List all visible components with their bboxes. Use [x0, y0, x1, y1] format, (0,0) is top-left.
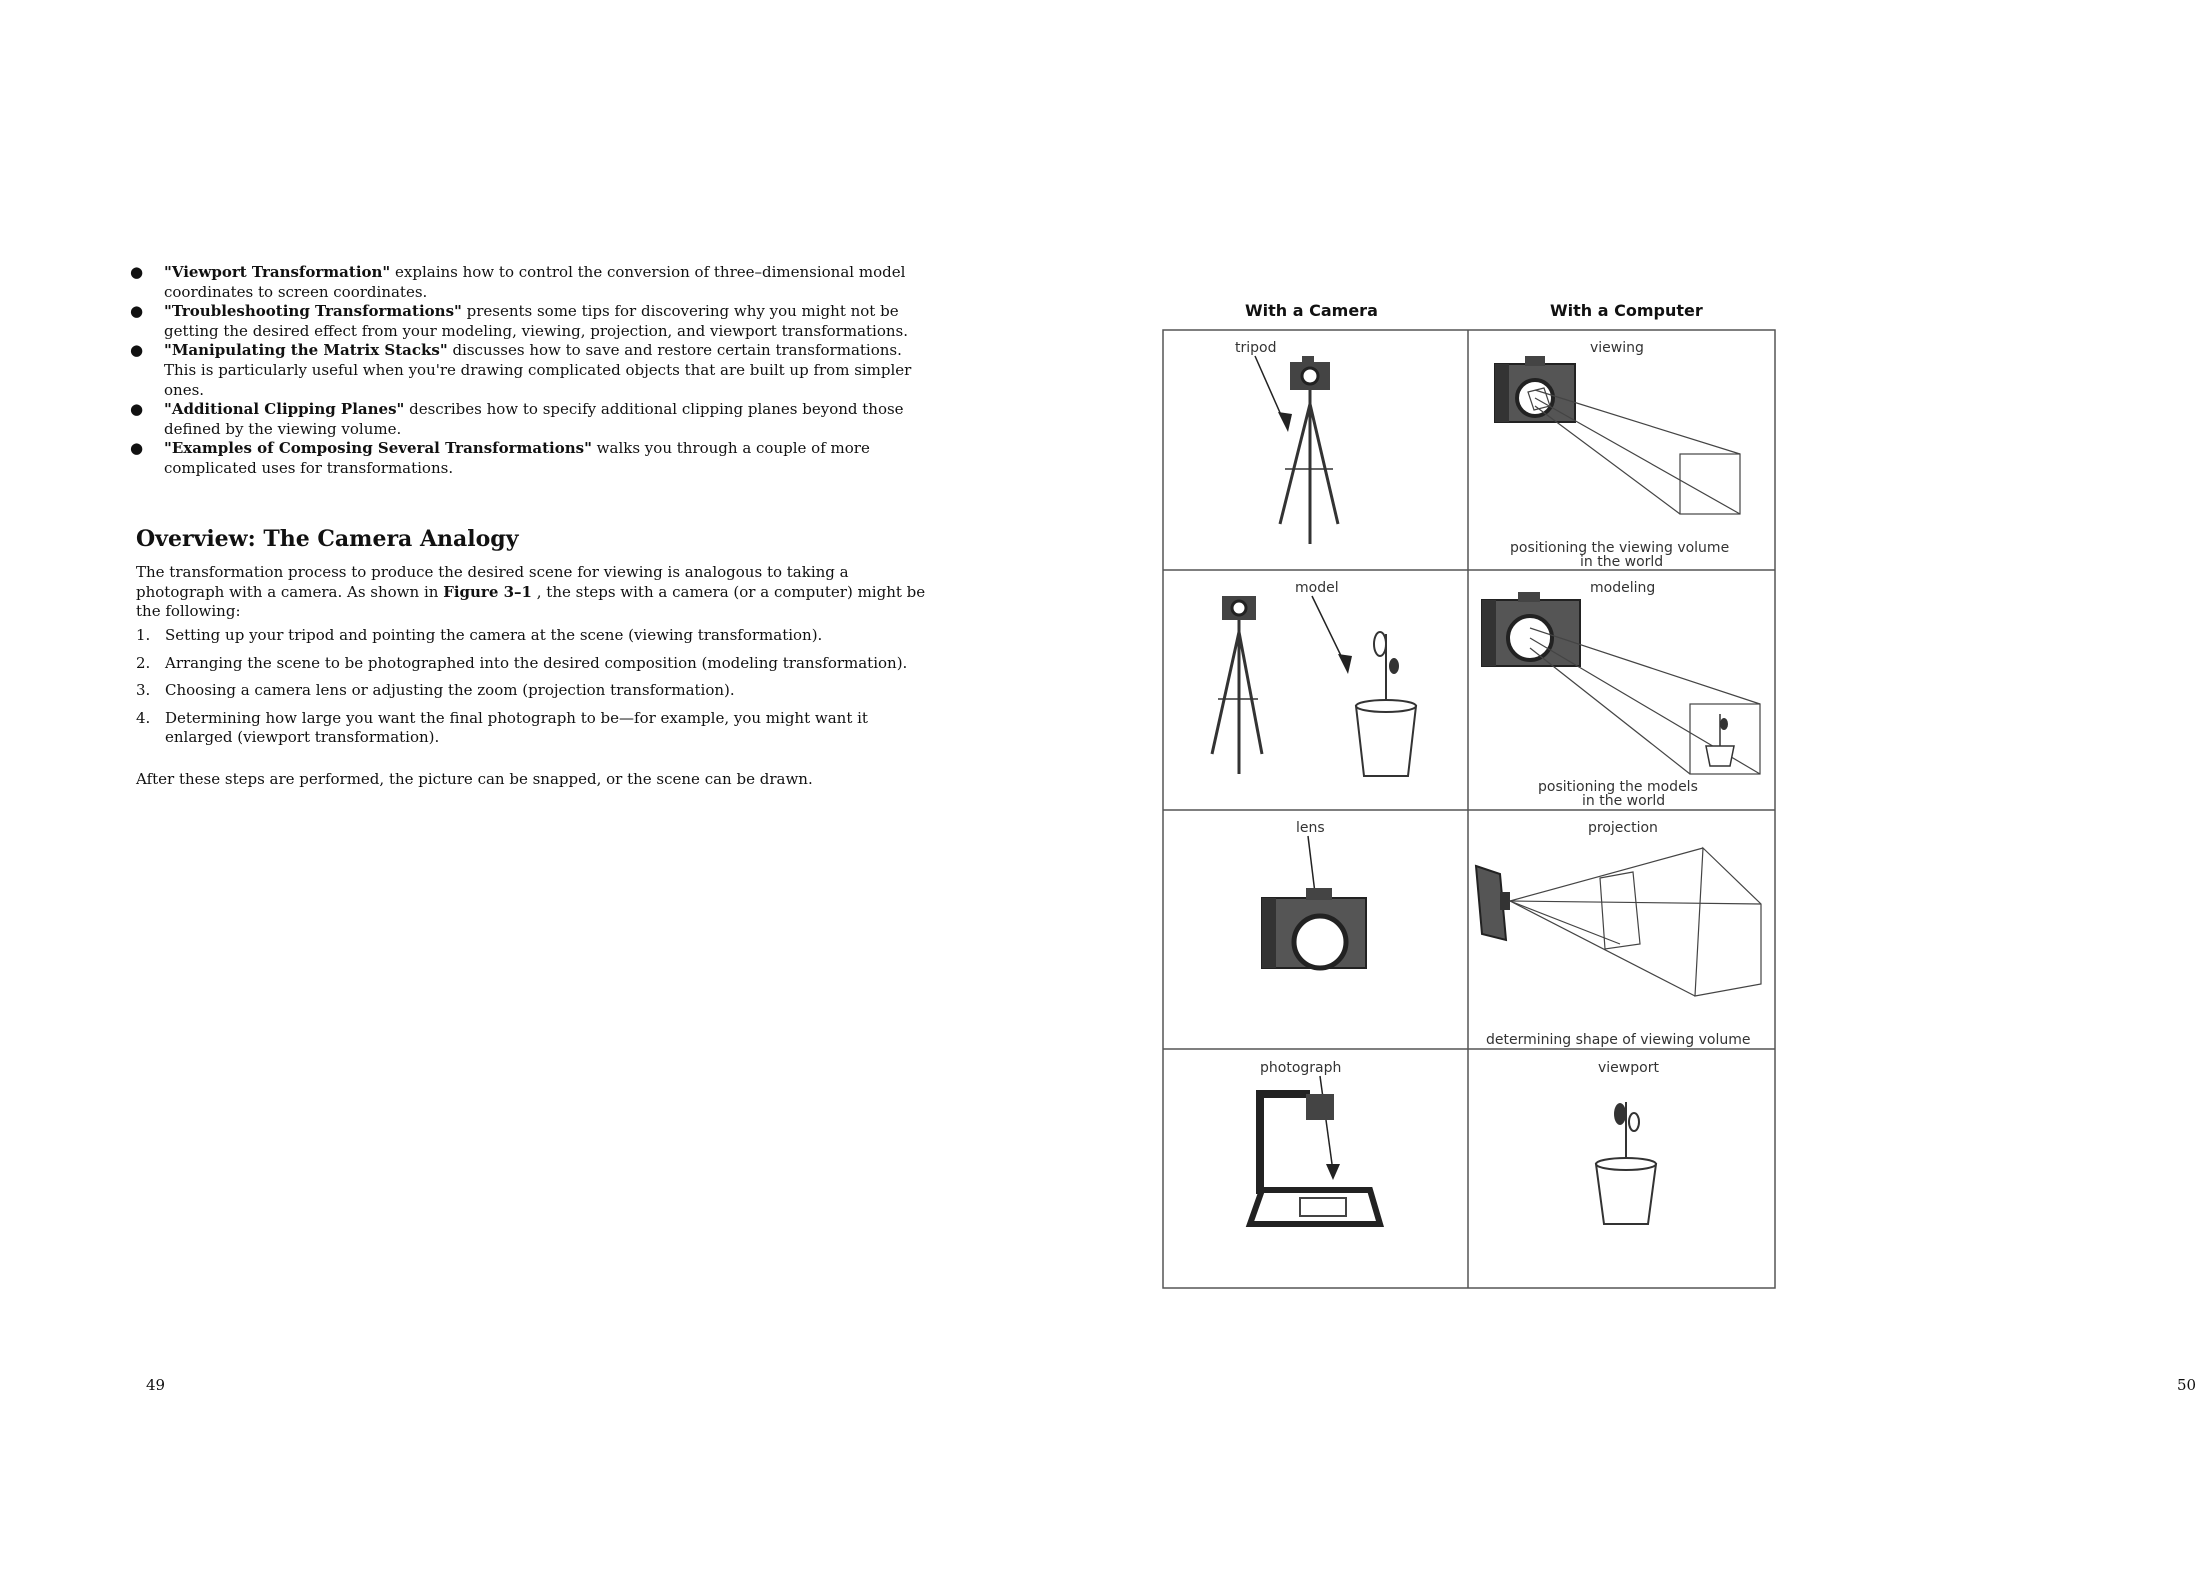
bullet-dot: ●: [130, 302, 144, 321]
link-examples-composing-transformations[interactable]: "Examples of Composing Several Transformations": [164, 439, 592, 458]
viewing-caption-line2: in the world: [1580, 554, 1664, 570]
column-header-camera: With a Camera: [1245, 301, 1378, 320]
modeling-label: modeling: [1590, 580, 1656, 596]
model-label: model: [1295, 580, 1339, 596]
bullet-dot: ●: [130, 263, 144, 281]
photograph-label: photograph: [1260, 1060, 1342, 1076]
bullet-dot: ●: [130, 439, 144, 458]
camera-analogy-figure: [1150, 294, 1770, 1284]
intro-text-before: The transformation process to produce the desired scene for viewing is analogous to taking a photograph with a camera. As shown in: [136, 563, 849, 601]
intro-text-after: , the steps with a camera (or a computer) might be the following:: [136, 582, 926, 621]
lens-label: lens: [1296, 820, 1325, 836]
closing-paragraph: After these steps are performed, the picture can be snapped, or the scene can be drawn.: [136, 770, 813, 788]
enlarger-icon: [1250, 1094, 1380, 1224]
section-heading: Overview: The Camera Analogy: [136, 526, 519, 552]
step-item: [136, 654, 936, 674]
step-text: Choosing a camera lens or adjusting the zoom (projection transformation).: [165, 681, 735, 700]
flower-pot-icon: [1356, 632, 1416, 776]
lens-camera-icon: [1262, 888, 1366, 968]
lens-panel: [1262, 820, 1366, 968]
figure-grid: [1163, 330, 1775, 1288]
figure-svg: [1150, 294, 1770, 1284]
small-camera-icon: [1222, 596, 1256, 620]
link-viewport-transformation[interactable]: "Viewport Transformation": [164, 263, 391, 281]
bullet-text: explains how to control the conversion of three–dimensional model coordinates to screen coordinates.: [164, 263, 906, 301]
bullet-item: [128, 302, 928, 341]
projection-camera-icon: [1476, 866, 1510, 940]
projection-frustum: [1510, 848, 1761, 996]
step-item: [136, 681, 936, 701]
bullet-item: [128, 400, 928, 439]
page-number: 50: [2177, 1376, 2196, 1394]
bullet-text: discusses how to save and restore certain transformations. This is particularly useful when you're drawing complicated objects that are built up from simpler ones.: [164, 341, 912, 399]
link-manipulating-matrix-stacks[interactable]: "Manipulating the Matrix Stacks": [164, 341, 448, 360]
figure-border: [1163, 330, 1775, 1288]
viewing-camera-icon: [1495, 356, 1575, 422]
viewing-panel: [1495, 340, 1740, 570]
viewing-caption-line1: positioning the viewing volume: [1510, 540, 1730, 556]
bullet-item: [128, 439, 928, 478]
modeling-caption-line1: positioning the models: [1538, 779, 1698, 795]
topic-bullet-list: [128, 263, 928, 479]
step-number: 2.: [136, 653, 151, 672]
left-page: [0, 0, 1024, 1582]
step-text: Arranging the scene to be photographed into the desired composition (modeling transformation).: [165, 653, 908, 672]
photograph-panel: [1250, 1060, 1380, 1224]
small-flower-pot-icon: [1706, 714, 1734, 766]
tripod-icon: [1280, 390, 1338, 544]
tripod-panel: [1235, 340, 1338, 544]
projection-panel: [1476, 820, 1761, 1048]
viewport-panel: [1596, 1060, 1659, 1224]
bullet-text: walks you through a couple of more complicated uses for transformations.: [164, 439, 870, 477]
modeling-camera-icon: [1482, 592, 1580, 666]
page-number: 49: [146, 1376, 166, 1394]
step-number: 4.: [136, 708, 151, 727]
step-number: 3.: [136, 681, 151, 700]
column-header-computer: With a Computer: [1550, 301, 1703, 320]
steps-list: [136, 626, 936, 756]
bullet-dot: ●: [130, 400, 144, 419]
viewport-label: viewport: [1598, 1060, 1659, 1076]
arrow-head-icon: [1278, 412, 1292, 432]
modeling-caption-line2: in the world: [1582, 793, 1666, 809]
bullet-dot: ●: [130, 341, 144, 360]
step-number: 1.: [136, 626, 151, 644]
tripod-camera-icon: [1290, 356, 1330, 390]
arrow-head-icon: [1338, 654, 1352, 674]
flower-pot-icon: [1596, 1102, 1656, 1224]
projection-caption: determining shape of viewing volume: [1486, 1032, 1751, 1048]
projection-label: projection: [1588, 820, 1658, 836]
model-pointer-line: [1312, 596, 1345, 664]
bullet-item: [128, 341, 928, 400]
viewing-label: viewing: [1590, 340, 1644, 356]
link-additional-clipping-planes[interactable]: "Additional Clipping Planes": [164, 400, 405, 419]
tripod-icon: [1212, 620, 1262, 774]
model-panel: [1212, 580, 1416, 776]
step-text: Determining how large you want the final photograph to be—for example, you might want it enlarged (viewport transformation).: [165, 708, 868, 747]
step-item: [136, 709, 936, 748]
bullet-text: presents some tips for discovering why you might not be getting the desired effect from your modeling, viewing, projection, and viewport transformations.: [164, 302, 909, 340]
figure-reference-link[interactable]: Figure 3–1: [443, 582, 532, 601]
bullet-item: [128, 263, 928, 302]
step-text: Setting up your tripod and pointing the camera at the scene (viewing transformation).: [165, 626, 823, 644]
modeling-panel: [1482, 580, 1760, 809]
link-troubleshooting-transformations[interactable]: "Troubleshooting Transformations": [164, 302, 462, 321]
bullet-text: describes how to specify additional clipping planes beyond those defined by the viewing volume.: [164, 400, 904, 438]
tripod-label: tripod: [1235, 340, 1277, 356]
step-item: [136, 626, 936, 646]
intro-paragraph: [136, 563, 936, 622]
